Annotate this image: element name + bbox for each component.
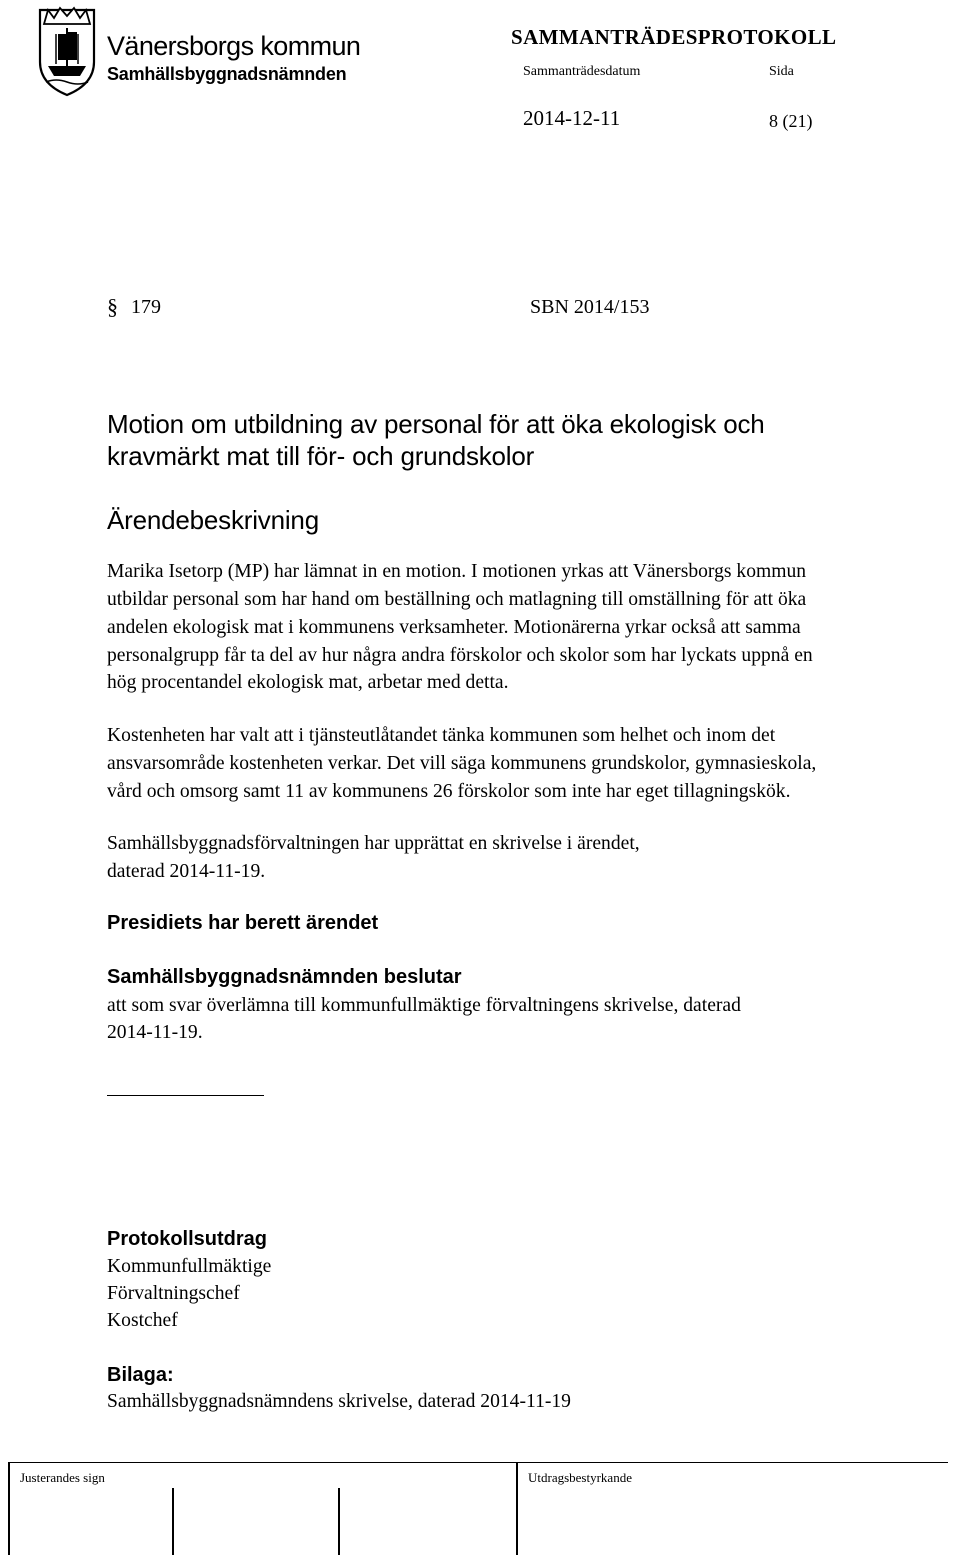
extract-recipient: Kommunfullmäktige: [107, 1256, 272, 1277]
description-line: ansvarsområde kostenheten verkar. Det vill säga kommunens grundskolor, gymnasieskola,: [107, 753, 817, 774]
signature-box-divider: [172, 1488, 174, 1555]
section-sign: §: [107, 294, 118, 319]
document-type: SAMMANTRÄDESPROTOKOLL: [511, 25, 837, 49]
description-line: Marika Isetorp (MP) har lämnat in en motion. I motionen yrkas att Vänersborgs kommun: [107, 561, 807, 582]
extract-recipient: Förvaltningschef: [107, 1283, 240, 1304]
presidium-heading: Presidiets har berett ärendet: [107, 912, 379, 934]
adjuster-signature-label: Justerandes sign: [20, 1470, 105, 1485]
attachment-heading: Bilaga:: [107, 1364, 174, 1386]
case-number: SBN 2014/153: [530, 296, 650, 318]
attachment-text: Samhällsbyggnadsnämndens skrivelse, daterad 2014-11-19: [107, 1391, 571, 1412]
meeting-date: 2014-12-11: [523, 106, 621, 130]
extract-certification-label: Utdragsbestyrkande: [528, 1470, 632, 1485]
signature-box-divider: [338, 1488, 340, 1555]
decision-line: att som svar överlämna till kommunfullmäktige förvaltningens skrivelse, daterad: [107, 995, 741, 1016]
description-line: Samhällsbyggnadsförvaltningen har upprättat en skrivelse i ärendet,: [107, 833, 640, 854]
description-line: andelen ekologisk mat i kommunens verksamheter. Motionärerna yrkar också att samma: [107, 617, 801, 638]
signature-box-divider: [516, 1462, 518, 1555]
municipal-coat-of-arms-logo: [34, 4, 100, 98]
description-line: Kostenheten har valt att i tjänsteutlåtandet tänka kommunen som helhet och inom det: [107, 725, 776, 746]
description-line: daterad 2014-11-19.: [107, 861, 266, 882]
page-label: Sida: [769, 64, 794, 79]
decision-heading: Samhällsbyggnadsnämnden beslutar: [107, 966, 462, 988]
motion-title-line-1: Motion om utbildning av personal för att öka ekologisk och: [107, 409, 765, 439]
page-number: 8 (21): [769, 111, 813, 131]
description-line: utbildar personal som har hand om beställning och matlagning till omställning för att öka: [107, 589, 807, 610]
description-line: hög procentandel ekologisk mat, arbetar med detta.: [107, 672, 509, 693]
footer-divider: [10, 1462, 948, 1463]
committee-name: Samhällsbyggnadsnämnden: [107, 64, 347, 84]
paragraph-number: 179: [131, 296, 161, 318]
description-heading: Ärendebeskrivning: [107, 505, 319, 535]
description-line: personalgrupp får ta del av hur några andra förskolor och skolor som har lyckats uppnå en: [107, 645, 813, 666]
description-line: vård och omsorg samt 11 av kommunens 26 förskolor som inte har eget tillagningskök.: [107, 781, 791, 802]
motion-title-line-2: kravmärkt mat till för- och grundskolor: [107, 441, 535, 471]
organization-name: Vänersborgs kommun: [107, 31, 361, 61]
section-divider: [107, 1095, 264, 1096]
meeting-date-label: Sammanträdesdatum: [523, 64, 641, 79]
extract-heading: Protokollsutdrag: [107, 1228, 268, 1250]
signature-box-divider: [8, 1462, 10, 1555]
decision-line: 2014-11-19.: [107, 1022, 203, 1043]
extract-recipient: Kostchef: [107, 1310, 178, 1331]
